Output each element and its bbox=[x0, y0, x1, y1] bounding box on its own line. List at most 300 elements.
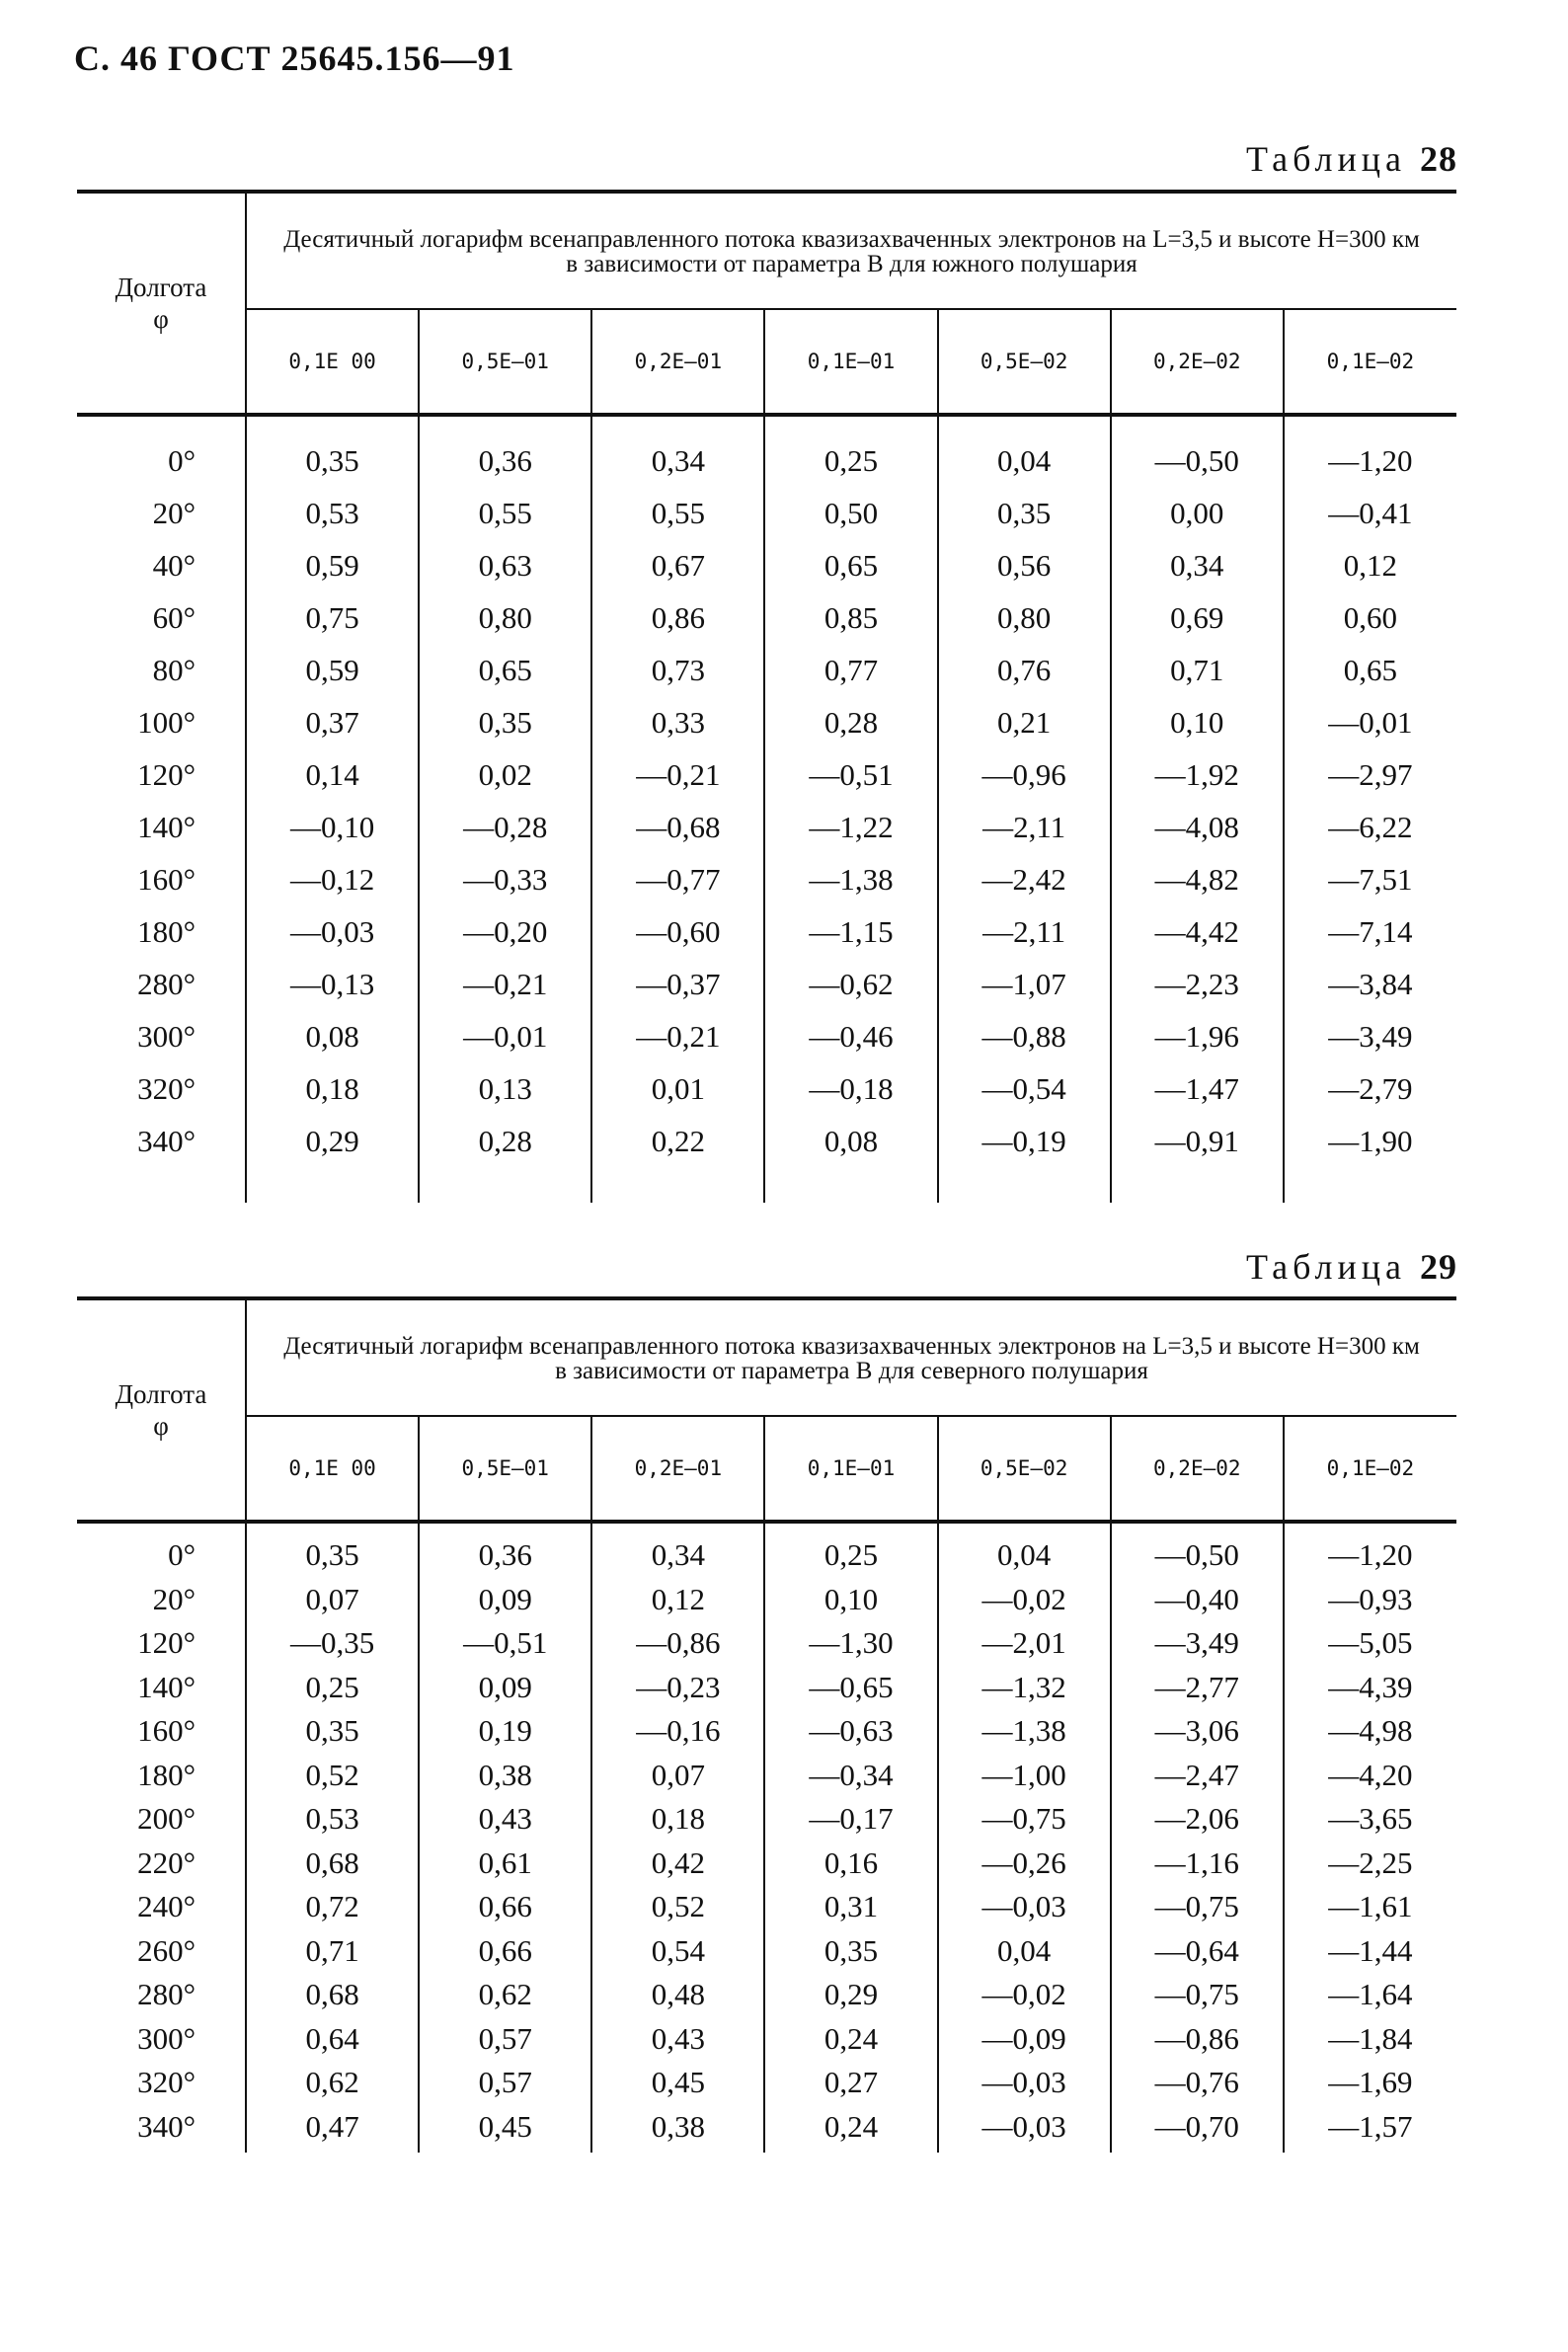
log-flux-value-cell: 0,65 bbox=[419, 644, 591, 696]
log-flux-value-cell: —0,02 bbox=[938, 1973, 1111, 2017]
log-flux-value-cell: —2,97 bbox=[1284, 748, 1456, 801]
log-flux-value-cell: —1,69 bbox=[1284, 2061, 1456, 2105]
log-flux-value-cell: 0,35 bbox=[938, 487, 1111, 539]
table-row bbox=[77, 644, 1456, 696]
log-flux-value-cell: —0,75 bbox=[938, 1797, 1111, 1842]
log-flux-value-cell: 0,25 bbox=[764, 434, 937, 487]
log-flux-value-cell: 0,55 bbox=[419, 487, 591, 539]
log-flux-value-cell: 0,60 bbox=[1284, 591, 1456, 644]
log-flux-value-cell: 0,09 bbox=[419, 1578, 591, 1622]
longitude-cell: 0° bbox=[77, 1533, 246, 1578]
log-flux-value-cell: 0,45 bbox=[591, 2061, 764, 2105]
log-flux-value-cell: —2,25 bbox=[1284, 1842, 1456, 1886]
log-flux-value-cell: —2,01 bbox=[938, 1621, 1111, 1666]
log-flux-value-cell: —2,79 bbox=[1284, 1062, 1456, 1115]
log-flux-value-cell: —0,03 bbox=[938, 1885, 1111, 1929]
log-flux-value-cell: —4,42 bbox=[1111, 905, 1284, 958]
log-flux-value-cell: 0,66 bbox=[419, 1929, 591, 1974]
log-flux-value-cell: 0,85 bbox=[764, 591, 937, 644]
log-flux-value-cell: 0,62 bbox=[419, 1973, 591, 2017]
log-flux-value-cell: —0,91 bbox=[1111, 1115, 1284, 1167]
longitude-cell: 0° bbox=[77, 434, 246, 487]
table-row bbox=[77, 1578, 1456, 1622]
longitude-cell: 300° bbox=[77, 2017, 246, 2062]
log-flux-value-cell: 0,71 bbox=[1111, 644, 1284, 696]
log-flux-value-cell: —0,77 bbox=[591, 853, 764, 905]
spacer-cell bbox=[764, 1167, 937, 1203]
log-flux-value-cell: 0,10 bbox=[1111, 696, 1284, 748]
spacer-cell bbox=[1111, 2149, 1284, 2153]
log-flux-value-cell: —0,35 bbox=[289, 1625, 375, 1661]
table-28-caption bbox=[1246, 138, 1457, 180]
b-parameter-column-header: 0,2E—02 bbox=[1111, 1416, 1284, 1522]
spacer-cell bbox=[77, 415, 246, 434]
log-flux-value-cell: 0,19 bbox=[419, 1709, 591, 1754]
log-flux-value-cell: 0,86 bbox=[591, 591, 764, 644]
log-flux-value-cell: 0,43 bbox=[419, 1797, 591, 1842]
log-flux-value-cell: 0,59 bbox=[305, 652, 359, 687]
spacer-cell bbox=[591, 2149, 764, 2153]
log-flux-value-cell: —1,92 bbox=[1111, 748, 1284, 801]
caption-number: 28 bbox=[1420, 139, 1457, 179]
spacer-cell bbox=[419, 415, 591, 434]
table-row bbox=[77, 591, 1456, 644]
log-flux-value-cell: —0,86 bbox=[1111, 2017, 1284, 2062]
table-row bbox=[77, 539, 1456, 591]
log-flux-value-cell: —0,75 bbox=[1111, 1973, 1284, 2017]
log-flux-value-cell: —1,20 bbox=[1284, 434, 1456, 487]
log-flux-value-cell: —0,21 bbox=[591, 1010, 764, 1062]
longitude-cell: 100° bbox=[77, 696, 246, 748]
log-flux-value-cell: 0,38 bbox=[591, 2105, 764, 2150]
longitude-header-label: Долгота bbox=[115, 273, 207, 302]
table-row bbox=[77, 696, 1456, 748]
longitude-cell: 20° bbox=[77, 487, 246, 539]
log-flux-value-cell: —0,54 bbox=[938, 1062, 1111, 1115]
table-description: Десятичный логарифм всенаправленного потока квазизахваченных электронов на L=3,5 и высоте H=300 км в зависимости от параметра B для северного полушария bbox=[246, 1298, 1456, 1416]
log-flux-value-cell: —0,50 bbox=[1111, 434, 1284, 487]
table-row bbox=[77, 1842, 1456, 1886]
longitude-cell: 280° bbox=[77, 958, 246, 1010]
b-parameter-column-header: 0,1E—01 bbox=[764, 309, 937, 415]
log-flux-value-cell: —0,03 bbox=[289, 913, 375, 949]
log-flux-value-cell: —1,44 bbox=[1284, 1929, 1456, 1974]
spacer-cell bbox=[1111, 415, 1284, 434]
log-flux-value-cell: —2,06 bbox=[1111, 1797, 1284, 1842]
spacer-cell bbox=[419, 1167, 591, 1203]
longitude-cell: 340° bbox=[77, 2105, 246, 2150]
table-body bbox=[77, 415, 1456, 1203]
log-flux-value-cell: —0,01 bbox=[1284, 696, 1456, 748]
log-flux-value-cell: —1,22 bbox=[764, 801, 937, 853]
log-flux-value-cell: 0,37 bbox=[305, 704, 359, 740]
log-flux-value-cell: 0,24 bbox=[764, 2105, 937, 2150]
log-flux-value-cell: —0,02 bbox=[938, 1578, 1111, 1622]
spacer-row bbox=[77, 415, 1456, 434]
log-flux-value-cell: 0,38 bbox=[419, 1754, 591, 1798]
log-flux-value-cell: 0,55 bbox=[591, 487, 764, 539]
spacer-cell bbox=[77, 1167, 246, 1203]
table-row bbox=[77, 905, 1456, 958]
table-row bbox=[77, 434, 1456, 487]
longitude-cell: 280° bbox=[77, 1973, 246, 2017]
table-29 bbox=[77, 1296, 1456, 2153]
log-flux-value-cell: 0,14 bbox=[305, 756, 359, 792]
log-flux-value-cell: 0,80 bbox=[419, 591, 591, 644]
log-flux-value-cell: 0,43 bbox=[591, 2017, 764, 2062]
log-flux-value-cell: 0,28 bbox=[764, 696, 937, 748]
log-flux-value-cell: —1,47 bbox=[1111, 1062, 1284, 1115]
log-flux-value-cell: —0,10 bbox=[289, 809, 375, 844]
log-flux-value-cell: 0,47 bbox=[305, 2108, 359, 2144]
table-row bbox=[77, 1115, 1456, 1167]
b-parameter-column-header: 0,5E—01 bbox=[419, 309, 591, 415]
log-flux-value-cell: 0,72 bbox=[305, 1889, 359, 1924]
b-parameter-column-header: 0,1E—01 bbox=[764, 1416, 937, 1522]
log-flux-value-cell: 0,22 bbox=[591, 1115, 764, 1167]
log-flux-value-cell: 0,45 bbox=[419, 2105, 591, 2150]
log-flux-value-cell: —0,62 bbox=[764, 958, 937, 1010]
longitude-cell: 180° bbox=[77, 905, 246, 958]
longitude-cell: 60° bbox=[77, 591, 246, 644]
longitude-cell: 300° bbox=[77, 1010, 246, 1062]
log-flux-value-cell: —2,42 bbox=[938, 853, 1111, 905]
log-flux-value-cell: —0,09 bbox=[938, 2017, 1111, 2062]
log-flux-value-cell: 0,36 bbox=[419, 434, 591, 487]
longitude-cell: 120° bbox=[77, 1621, 246, 1666]
log-flux-value-cell: —0,50 bbox=[1111, 1533, 1284, 1578]
log-flux-value-cell: —1,32 bbox=[938, 1666, 1111, 1710]
log-flux-value-cell: —2,23 bbox=[1111, 958, 1284, 1010]
spacer-cell bbox=[938, 1522, 1111, 1533]
log-flux-value-cell: —1,84 bbox=[1284, 2017, 1456, 2062]
log-flux-value-cell: —1,15 bbox=[764, 905, 937, 958]
log-flux-value-cell: —0,64 bbox=[1111, 1929, 1284, 1974]
log-flux-value-cell: 0,35 bbox=[305, 1537, 359, 1573]
log-flux-value-cell: —0,03 bbox=[938, 2061, 1111, 2105]
log-flux-value-cell: —3,65 bbox=[1284, 1797, 1456, 1842]
table-row bbox=[77, 1621, 1456, 1666]
log-flux-value-cell: —0,21 bbox=[591, 748, 764, 801]
log-flux-value-cell: 0,66 bbox=[419, 1885, 591, 1929]
log-flux-value-cell: 0,34 bbox=[1111, 539, 1284, 591]
table-description: Десятичный логарифм всенаправленного потока квазизахваченных электронов на L=3,5 и высоте H=300 км в зависимости от параметра B для южного полушария bbox=[246, 192, 1456, 309]
log-flux-value-cell: 0,29 bbox=[305, 1123, 359, 1158]
log-flux-value-cell: 0,35 bbox=[419, 696, 591, 748]
b-parameter-column-header: 0,2E—01 bbox=[591, 1416, 764, 1522]
log-flux-value-cell: —0,76 bbox=[1111, 2061, 1284, 2105]
spacer-cell bbox=[764, 415, 937, 434]
log-flux-value-cell: 0,13 bbox=[419, 1062, 591, 1115]
log-flux-value-cell: —0,21 bbox=[419, 958, 591, 1010]
log-flux-value-cell: —0,12 bbox=[289, 861, 375, 897]
longitude-header-symbol: φ bbox=[153, 1411, 169, 1441]
longitude-cell: 40° bbox=[77, 539, 246, 591]
log-flux-value-cell: —0,26 bbox=[938, 1842, 1111, 1886]
log-flux-value-cell: 0,57 bbox=[419, 2061, 591, 2105]
log-flux-value-cell: —5,05 bbox=[1284, 1621, 1456, 1666]
log-flux-value-cell: 0,80 bbox=[938, 591, 1111, 644]
log-flux-value-cell: —1,07 bbox=[938, 958, 1111, 1010]
spacer-cell bbox=[1284, 415, 1456, 434]
log-flux-value-cell: —0,75 bbox=[1111, 1885, 1284, 1929]
spacer-cell bbox=[246, 415, 419, 434]
log-flux-value-cell: —1,00 bbox=[938, 1754, 1111, 1798]
log-flux-value-cell: —6,22 bbox=[1284, 801, 1456, 853]
log-flux-value-cell: 0,01 bbox=[591, 1062, 764, 1115]
log-flux-value-cell: 0,76 bbox=[938, 644, 1111, 696]
longitude-cell: 160° bbox=[77, 1709, 246, 1754]
log-flux-value-cell: 0,65 bbox=[764, 539, 937, 591]
log-flux-value-cell: —4,08 bbox=[1111, 801, 1284, 853]
log-flux-value-cell: —0,34 bbox=[764, 1754, 937, 1798]
log-flux-value-cell: —4,98 bbox=[1284, 1709, 1456, 1754]
log-flux-value-cell: —0,68 bbox=[591, 801, 764, 853]
log-flux-value-cell: —7,51 bbox=[1284, 853, 1456, 905]
log-flux-value-cell: 0,34 bbox=[591, 434, 764, 487]
log-flux-value-cell: —0,33 bbox=[419, 853, 591, 905]
spacer-cell bbox=[938, 1167, 1111, 1203]
log-flux-value-cell: —0,51 bbox=[419, 1621, 591, 1666]
log-flux-value-cell: —1,16 bbox=[1111, 1842, 1284, 1886]
log-flux-value-cell: 0,54 bbox=[591, 1929, 764, 1974]
log-flux-value-cell: —0,70 bbox=[1111, 2105, 1284, 2150]
log-flux-value-cell: 0,09 bbox=[419, 1666, 591, 1710]
table-row bbox=[77, 748, 1456, 801]
log-flux-value-cell: 0,36 bbox=[419, 1533, 591, 1578]
log-flux-value-cell: 0,12 bbox=[591, 1578, 764, 1622]
spacer-cell bbox=[246, 1167, 419, 1203]
b-parameter-column-header: 0,2E—01 bbox=[591, 309, 764, 415]
log-flux-value-cell: 0,04 bbox=[938, 1929, 1111, 1974]
b-parameter-column-header: 0,1E—02 bbox=[1284, 1416, 1456, 1522]
log-flux-value-cell: —0,63 bbox=[764, 1709, 937, 1754]
log-flux-value-cell: 0,35 bbox=[305, 442, 359, 478]
b-parameter-column-header: 0,2E—02 bbox=[1111, 309, 1284, 415]
log-flux-value-cell: 0,35 bbox=[305, 1713, 359, 1749]
log-flux-value-cell: —0,37 bbox=[591, 958, 764, 1010]
spacer-row bbox=[77, 1167, 1456, 1203]
log-flux-value-cell: 0,64 bbox=[305, 2020, 359, 2056]
b-parameter-header-row bbox=[77, 1416, 1456, 1522]
spacer-cell bbox=[419, 1522, 591, 1533]
spacer-cell bbox=[419, 2149, 591, 2153]
spacer-cell bbox=[764, 1522, 937, 1533]
log-flux-value-cell: 0,52 bbox=[591, 1885, 764, 1929]
log-flux-value-cell: 0,67 bbox=[591, 539, 764, 591]
page-header: С. 46 ГОСТ 25645.156—91 bbox=[74, 39, 515, 78]
log-flux-value-cell: —1,20 bbox=[1284, 1533, 1456, 1578]
longitude-cell: 220° bbox=[77, 1842, 246, 1886]
table-row bbox=[77, 1709, 1456, 1754]
spacer-cell bbox=[246, 2149, 419, 2153]
longitude-cell: 260° bbox=[77, 1929, 246, 1974]
log-flux-value-cell: 0,18 bbox=[591, 1797, 764, 1842]
log-flux-value-cell: 0,68 bbox=[305, 1977, 359, 2012]
log-flux-value-cell: 0,04 bbox=[938, 434, 1111, 487]
spacer-cell bbox=[77, 2149, 246, 2153]
log-flux-value-cell: 0,69 bbox=[1111, 591, 1284, 644]
spacer-cell bbox=[764, 2149, 937, 2153]
caption-word: Таблица bbox=[1246, 139, 1406, 179]
log-flux-value-cell: 0,48 bbox=[591, 1973, 764, 2017]
log-flux-value-cell: 0,04 bbox=[938, 1533, 1111, 1578]
log-flux-value-cell: 0,75 bbox=[305, 599, 359, 635]
log-flux-value-cell: 0,53 bbox=[305, 1801, 359, 1837]
log-flux-value-cell: —0,40 bbox=[1111, 1578, 1284, 1622]
log-flux-value-cell: —0,51 bbox=[764, 748, 937, 801]
log-flux-value-cell: 0,12 bbox=[1284, 539, 1456, 591]
spacer-cell bbox=[1284, 2149, 1456, 2153]
log-flux-value-cell: —0,93 bbox=[1284, 1578, 1456, 1622]
log-flux-value-cell: —0,46 bbox=[764, 1010, 937, 1062]
log-flux-value-cell: —0,16 bbox=[591, 1709, 764, 1754]
log-flux-value-cell: 0,07 bbox=[591, 1754, 764, 1798]
log-flux-value-cell: —0,19 bbox=[938, 1115, 1111, 1167]
log-flux-value-cell: 0,18 bbox=[305, 1070, 359, 1106]
log-flux-value-cell: —0,28 bbox=[419, 801, 591, 853]
log-flux-value-cell: 0,52 bbox=[305, 1757, 359, 1792]
log-flux-value-cell: 0,42 bbox=[591, 1842, 764, 1886]
longitude-cell: 200° bbox=[77, 1797, 246, 1842]
log-flux-value-cell: —0,65 bbox=[764, 1666, 937, 1710]
table-row bbox=[77, 2105, 1456, 2150]
log-flux-value-cell: —1,90 bbox=[1284, 1115, 1456, 1167]
log-flux-value-cell: 0,77 bbox=[764, 644, 937, 696]
spacer-cell bbox=[1284, 1522, 1456, 1533]
longitude-cell: 240° bbox=[77, 1885, 246, 1929]
b-parameter-header-row bbox=[77, 309, 1456, 415]
log-flux-value-cell: 0,57 bbox=[419, 2017, 591, 2062]
log-flux-value-cell: 0,34 bbox=[591, 1533, 764, 1578]
log-flux-value-cell: 0,53 bbox=[305, 495, 359, 530]
log-flux-value-cell: —0,96 bbox=[938, 748, 1111, 801]
log-flux-value-cell: —4,82 bbox=[1111, 853, 1284, 905]
log-flux-value-cell: 0,31 bbox=[764, 1885, 937, 1929]
log-flux-value-cell: 0,56 bbox=[938, 539, 1111, 591]
longitude-cell: 160° bbox=[77, 853, 246, 905]
log-flux-value-cell: 0,73 bbox=[591, 644, 764, 696]
log-flux-value-cell: —3,84 bbox=[1284, 958, 1456, 1010]
longitude-cell: 20° bbox=[77, 1578, 246, 1622]
table-row bbox=[77, 1754, 1456, 1798]
log-flux-value-cell: 0,08 bbox=[764, 1115, 937, 1167]
longitude-cell: 140° bbox=[77, 801, 246, 853]
caption-number: 29 bbox=[1420, 1247, 1457, 1287]
log-flux-value-cell: 0,59 bbox=[305, 547, 359, 583]
log-flux-value-cell: —0,60 bbox=[591, 905, 764, 958]
spacer-cell bbox=[591, 1522, 764, 1533]
longitude-header-symbol: φ bbox=[153, 304, 169, 334]
log-flux-value-cell: 0,68 bbox=[305, 1844, 359, 1880]
log-flux-value-cell: —0,18 bbox=[764, 1062, 937, 1115]
log-flux-value-cell: —1,30 bbox=[764, 1621, 937, 1666]
spacer-cell bbox=[591, 1167, 764, 1203]
log-flux-value-cell: 0,08 bbox=[305, 1018, 359, 1054]
table-row bbox=[77, 1533, 1456, 1578]
b-parameter-column-header: 0,1E 00 bbox=[246, 309, 419, 415]
spacer-cell bbox=[938, 2149, 1111, 2153]
log-flux-value-cell: 0,16 bbox=[764, 1842, 937, 1886]
log-flux-value-cell: 0,33 bbox=[591, 696, 764, 748]
longitude-header bbox=[77, 192, 246, 415]
log-flux-value-cell: 0,25 bbox=[305, 1669, 359, 1704]
log-flux-value-cell: —2,11 bbox=[938, 801, 1111, 853]
log-flux-value-cell: —1,61 bbox=[1284, 1885, 1456, 1929]
log-flux-value-cell: 0,61 bbox=[419, 1842, 591, 1886]
table-row bbox=[77, 487, 1456, 539]
longitude-cell: 320° bbox=[77, 1062, 246, 1115]
log-flux-value-cell: —4,39 bbox=[1284, 1666, 1456, 1710]
table-row bbox=[77, 2017, 1456, 2062]
log-flux-value-cell: —1,57 bbox=[1284, 2105, 1456, 2150]
log-flux-value-cell: —1,64 bbox=[1284, 1973, 1456, 2017]
log-flux-value-cell: —1,96 bbox=[1111, 1010, 1284, 1062]
log-flux-value-cell: 0,28 bbox=[419, 1115, 591, 1167]
spacer-cell bbox=[246, 1522, 419, 1533]
log-flux-value-cell: —0,20 bbox=[419, 905, 591, 958]
spacer-row bbox=[77, 2149, 1456, 2153]
table-row bbox=[77, 1062, 1456, 1115]
log-flux-value-cell: —1,38 bbox=[938, 1709, 1111, 1754]
log-flux-value-cell: 0,63 bbox=[419, 539, 591, 591]
log-flux-value-cell: 0,29 bbox=[764, 1973, 937, 2017]
longitude-cell: 120° bbox=[77, 748, 246, 801]
log-flux-value-cell: —0,01 bbox=[419, 1010, 591, 1062]
spacer-cell bbox=[1111, 1167, 1284, 1203]
log-flux-value-cell: 0,02 bbox=[419, 748, 591, 801]
spacer-cell bbox=[1111, 1522, 1284, 1533]
table-row bbox=[77, 1885, 1456, 1929]
longitude-cell: 80° bbox=[77, 644, 246, 696]
log-flux-value-cell: —2,47 bbox=[1111, 1754, 1284, 1798]
table-row bbox=[77, 1666, 1456, 1710]
log-flux-value-cell: —1,38 bbox=[764, 853, 937, 905]
spacer-cell bbox=[591, 415, 764, 434]
log-flux-value-cell: —2,77 bbox=[1111, 1666, 1284, 1710]
log-flux-value-cell: 0,10 bbox=[764, 1578, 937, 1622]
spacer-row bbox=[77, 1522, 1456, 1533]
spacer-cell bbox=[77, 1522, 246, 1533]
table-28 bbox=[77, 190, 1456, 1203]
log-flux-value-cell: —3,49 bbox=[1284, 1010, 1456, 1062]
spacer-cell bbox=[938, 415, 1111, 434]
b-parameter-column-header: 0,5E—02 bbox=[938, 309, 1111, 415]
log-flux-value-cell: 0,35 bbox=[764, 1929, 937, 1974]
caption-word: Таблица bbox=[1246, 1247, 1406, 1287]
table-row bbox=[77, 1010, 1456, 1062]
log-flux-value-cell: 0,62 bbox=[305, 2065, 359, 2100]
spacer-cell bbox=[1284, 1167, 1456, 1203]
table-body bbox=[77, 1522, 1456, 2153]
log-flux-value-cell: 0,25 bbox=[764, 1533, 937, 1578]
table-row bbox=[77, 853, 1456, 905]
longitude-header bbox=[77, 1298, 246, 1522]
log-flux-value-cell: —4,20 bbox=[1284, 1754, 1456, 1798]
table-row bbox=[77, 801, 1456, 853]
log-flux-value-cell: —2,11 bbox=[938, 905, 1111, 958]
longitude-cell: 180° bbox=[77, 1754, 246, 1798]
log-flux-value-cell: —7,14 bbox=[1284, 905, 1456, 958]
log-flux-value-cell: —0,13 bbox=[289, 966, 375, 1001]
log-flux-value-cell: 0,00 bbox=[1111, 487, 1284, 539]
table-row bbox=[77, 1929, 1456, 1974]
log-flux-value-cell: —0,41 bbox=[1284, 487, 1456, 539]
longitude-cell: 320° bbox=[77, 2061, 246, 2105]
b-parameter-column-header: 0,1E 00 bbox=[246, 1416, 419, 1522]
table-row bbox=[77, 1973, 1456, 2017]
table-row bbox=[77, 2061, 1456, 2105]
